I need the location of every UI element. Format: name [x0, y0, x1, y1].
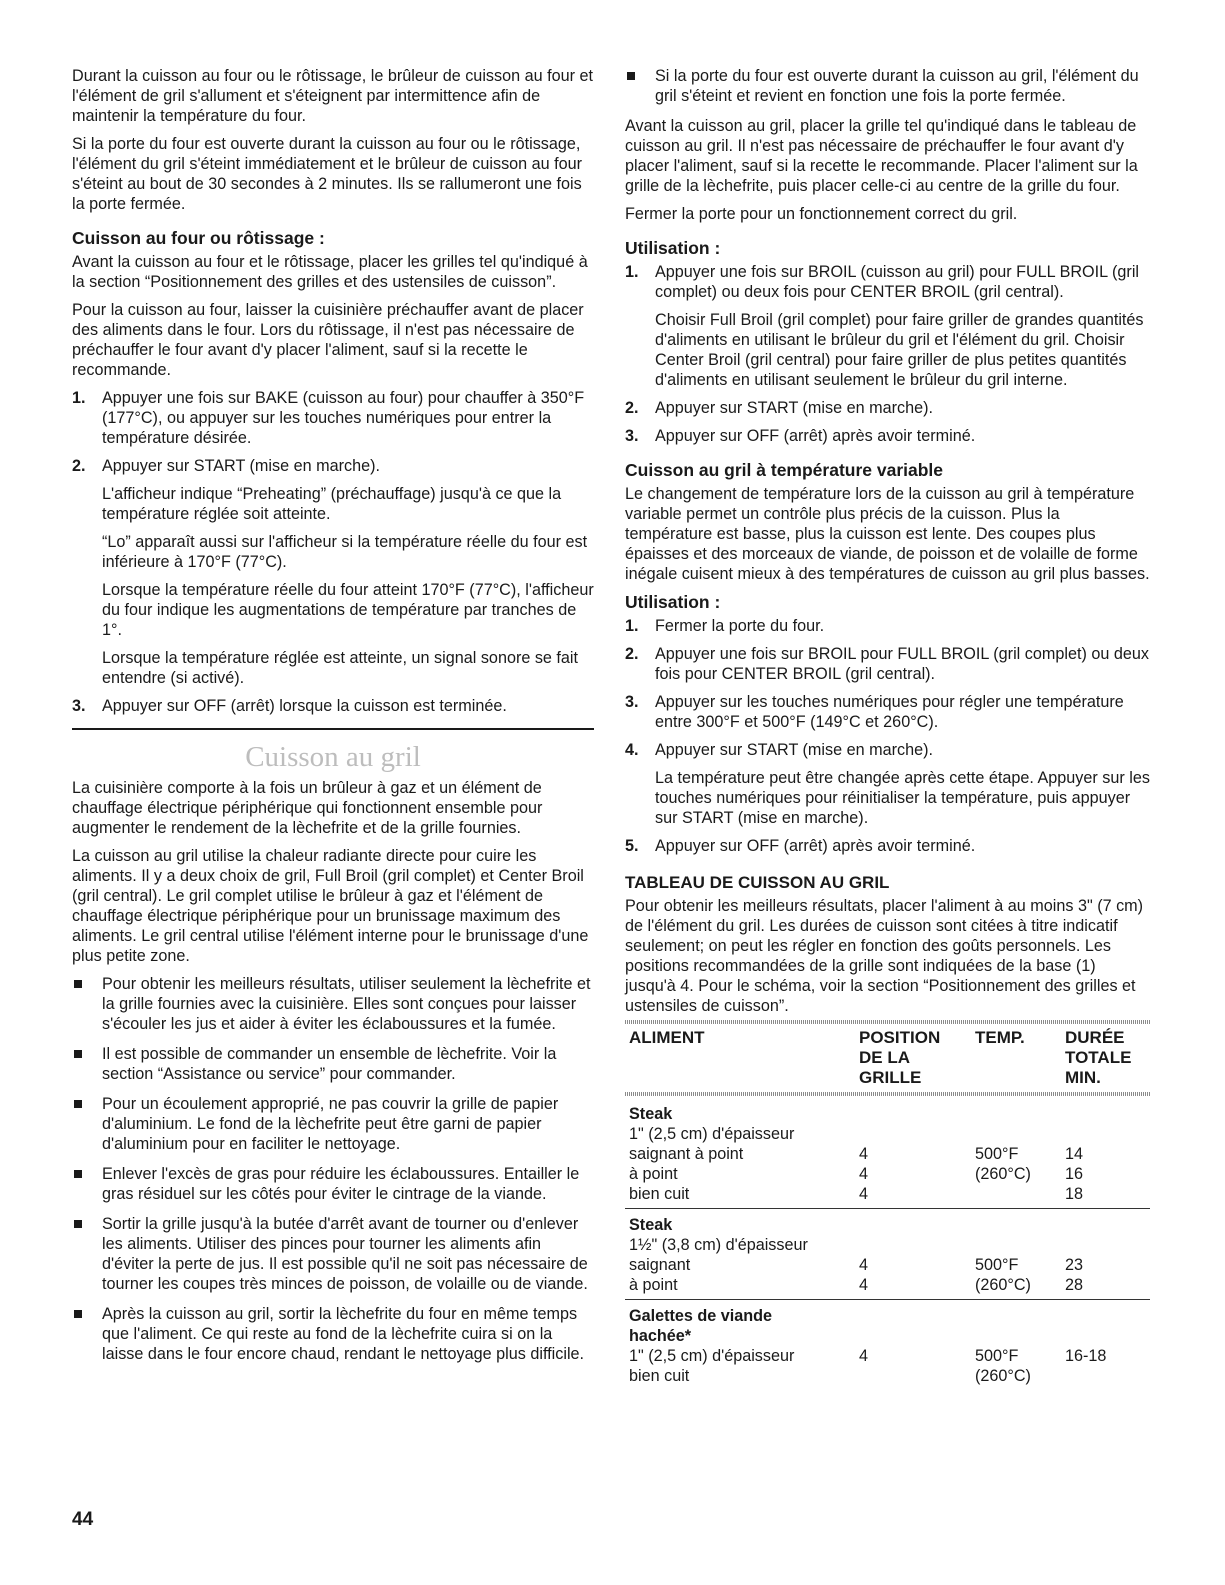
step-text: Appuyer sur START (mise en marche). [655, 741, 933, 759]
step-number: 1. [72, 389, 86, 407]
bake-paragraph-2: Pour la cuisson au four, laisser la cuisinière préchauffer avant de placer des aliments dans le four. Lors du rôtissage, il n'est pas nécessaire de préchauffer le four avant d'y placer l'aliment, sauf si la recette le recommande. [72, 301, 584, 379]
step-note: L'afficheur indique “Preheating” (préchauffage) jusqu'à ce que la température réglée soit atteinte. [102, 485, 562, 523]
broil-paragraph-2: La cuisson au gril utilise la chaleur radiante directe pour cuire les aliments. Il y a deux choix de gril, Full Broil (gril complet) et Center Broil (gril central). Le gril complet utilise le brûleur à gaz et l'élément de chauffage électrique périphérique pour un brunissage maximum des aliments. Le gril central utilise l'élément interne pour le brunissage d'une plus petite zone. [72, 847, 589, 965]
section-divider [72, 728, 594, 730]
header-time: DURÉE TOTALE MIN. [1065, 1028, 1132, 1087]
section-title: Cuisson au gril [245, 741, 421, 773]
table-row: à point 4 (260°C) 16 [629, 1165, 1084, 1183]
bake-step [72, 388, 594, 448]
table-row [625, 1098, 1150, 1144]
variable-temp-heading: Cuisson au gril à température variable [625, 460, 944, 480]
bake-heading: Cuisson au four ou rôtissage : [72, 228, 325, 248]
broil-setup-paragraph: Avant la cuisson au gril, placer la grille tel qu'indiqué dans le tableau de cuisson au gril. Il n'est pas nécessaire de préchauffer le four avant d'y placer l'aliment, sauf si la recette le recommande. Placer l'aliment sur la grille de la lèchefrite, puis placer celle-ci au centre de la grille du four. [625, 117, 1138, 195]
food-group-name: Steak [629, 1216, 673, 1234]
step-number: 2. [625, 399, 639, 417]
broil-step [625, 262, 1150, 390]
step-note: La température peut être changée après cette étape. Appuyer sur les touches numériques pour réinitialiser la température, puis appuyer sur START (mise en marche). [655, 769, 1150, 827]
food-group-name: hachée* [629, 1327, 692, 1345]
step-number: 3. [72, 697, 86, 715]
bake-step [72, 456, 594, 688]
intro-paragraph-1: Durant la cuisson au four ou le rôtissage, le brûleur de cuisson au four et l'élément de gril s'allument et s'éteignent par intermittence afin de maintenir la température du four. [72, 67, 593, 125]
broil-step [625, 616, 1150, 636]
broil-step [625, 692, 1150, 732]
list-item: Enlever l'excès de gras pour réduire les éclaboussures. Entailler le gras résiduel sur les côtés pour éviter le cintrage de la viande. [72, 1164, 594, 1204]
table-row: bien cuit 4 18 [629, 1185, 1084, 1203]
step-number: 1. [625, 263, 639, 281]
intro-paragraph-2: Si la porte du four est ouverte durant la cuisson au four ou le rôtissage, l'élément du gril s'éteint immédiatement et le brûleur de cuisson au four s'éteint au bout de 30 secondes à 2 minutes. Ils se rallumeront une fois la porte fermée. [72, 135, 583, 213]
broil-step [625, 836, 1150, 856]
step-text: Appuyer sur OFF (arrêt) lorsque la cuisson est terminée. [102, 697, 507, 715]
use-heading-2: Utilisation : [625, 592, 721, 612]
table-row [625, 1209, 1150, 1256]
list-item: Sortir la grille jusqu'à la butée d'arrêt avant de tourner ou d'enlever les aliments. Utiliser des pinces pour tourner les aliments afin d'éviter la perte de jus. Il est possible qu'il ne soit pas nécessaire de tourner les coupes très minces de poisson, de volaille ou de viande. [72, 1214, 594, 1294]
variable-broil-steps [625, 616, 1150, 856]
step-note: Choisir Full Broil (gril complet) pour faire griller de grandes quantités d'aliments en utilisant le brûleur du gril et l'élément du gril. Choisir Center Broil (gril central) pour faire griller de plus petites quantités d'aliments en utilisant seulement le brûleur du gril interne. [655, 311, 1144, 389]
step-number: 2. [625, 645, 639, 663]
step-number: 2. [72, 457, 86, 475]
bake-paragraph-1: Avant la cuisson au four et le rôtissage, placer les grilles tel qu'indiqué à la section “Positionnement des grilles et des ustensiles de cuisson”. [72, 253, 588, 291]
broil-step [625, 740, 1150, 828]
food-thickness: 1½" (3,8 cm) d'épaisseur [629, 1236, 808, 1254]
table-top-rule [625, 1020, 1150, 1024]
broil-step [625, 398, 1150, 418]
table-row [625, 1300, 1150, 1347]
food-thickness: 1" (2,5 cm) d'épaisseur [629, 1125, 795, 1143]
list-item: Pour obtenir les meilleurs résultats, utiliser seulement la lèchefrite et la grille fournies avec la cuisinière. Elles sont conçues pour laisser s'écouler les jus et aider à éviter les éclaboussures et la fumée. [72, 974, 594, 1034]
step-number: 3. [625, 427, 639, 445]
broil-table-body [625, 1098, 1150, 1386]
table-header-rule [625, 1092, 1150, 1096]
step-text: Appuyer une fois sur BROIL (cuisson au gril) pour FULL BROIL (gril complet) ou deux fois pour CENTER BROIL (gril central). [655, 263, 1140, 301]
header-food: ALIMENT [629, 1028, 705, 1047]
header-temp: TEMP. [975, 1028, 1025, 1047]
step-text: Appuyer sur START (mise en marche). [102, 457, 380, 475]
step-number: 1. [625, 617, 639, 635]
list-item: Il est possible de commander un ensemble de lèchefrite. Voir la section “Assistance ou service” pour commander. [72, 1044, 594, 1084]
right-column [625, 66, 1150, 1386]
step-note: Lorsque la température réelle du four atteint 170°F (77°C), l'afficheur du four indique les augmentations de température par tranches de 1°. [102, 581, 594, 639]
broil-steps [625, 262, 1150, 446]
step-text: Appuyer une fois sur BAKE (cuisson au four) pour chauffer à 350°F (177°C), ou appuyer sur les touches numériques pour entrer la température désirée. [102, 389, 585, 447]
table-header-row [625, 1026, 1150, 1090]
step-note: “Lo” apparaît aussi sur l'afficheur si la température réelle du four est inférieure à 170°F (77°C). [102, 533, 588, 571]
broil-table [625, 1026, 1150, 1090]
step-text: Appuyer sur OFF (arrêt) après avoir terminé. [655, 427, 976, 445]
step-number: 4. [625, 741, 639, 759]
list-item: Après la cuisson au gril, sortir la lèchefrite du four en même temps que l'aliment. Ce qui reste au fond de la lèchefrite cuira si on la laisse dans le four encore chaud, rendant le nettoyage plus difficile. [72, 1304, 594, 1364]
header-position: POSITION DE LA GRILLE [859, 1028, 941, 1087]
table-row: saignant à point 4 500°F 14 [629, 1145, 1084, 1163]
door-paragraph: Fermer la porte pour un fonctionnement correct du gril. [625, 205, 1018, 223]
table-intro: Pour obtenir les meilleurs résultats, placer l'aliment à au moins 3" (7 cm) de l'élément du gril. Les durées de cuisson sont citées à titre indicatif seulement; on peut les régler en fonction des goûts personnels. Les positions recommandées de la grille sont indiquées de la base (1) jusqu'à 4. Pour le schéma, voir la section “Positionnement des grilles et ustensiles de cuisson”. [625, 897, 1144, 1015]
bake-step [72, 696, 594, 716]
broil-tips-list [72, 974, 594, 1364]
table-row: bien cuit (260°C) [629, 1367, 1031, 1385]
step-text: Appuyer sur OFF (arrêt) après avoir terminé. [655, 837, 976, 855]
door-note-list [625, 66, 1150, 106]
step-number: 3. [625, 693, 639, 711]
broil-paragraph-1: La cuisinière comporte à la fois un brûleur à gaz et un élément de chauffage électrique périphérique qui fonctionnent ensemble pour augmenter le rendement de la lèchefrite et de la grille fournies. [72, 779, 543, 837]
step-text: Appuyer sur les touches numériques pour régler une température entre 300°F et 500°F (149°C et 260°C). [655, 693, 1124, 731]
step-note: Lorsque la température réglée est atteinte, un signal sonore se fait entendre (si activé). [102, 649, 579, 687]
broil-step [625, 426, 1150, 446]
step-text: Appuyer sur START (mise en marche). [655, 399, 933, 417]
food-group-name: Galettes de viande [629, 1307, 773, 1325]
step-text: Fermer la porte du four. [655, 617, 825, 635]
table-row: à point 4 (260°C) 28 [629, 1276, 1084, 1294]
step-text: Appuyer une fois sur BROIL pour FULL BROIL (gril complet) ou deux fois pour CENTER BROIL (gril central). [655, 645, 1149, 683]
variable-temp-paragraph: Le changement de température lors de la cuisson au gril à température variable permet un contrôle plus précis de la cuisson. Plus la température est basse, plus la cuisson est lente. Des coupes plus épaisses et des morceaux de viande, de poisson et de volaille de forme inégale cuisent mieux à des températures de cuisson au gril plus basses. [625, 485, 1150, 583]
list-item: Pour un écoulement approprié, ne pas couvrir la grille de papier d'aluminium. Le fond de la lèchefrite peut être garni de papier d'aluminium pour en faciliter le nettoyage. [72, 1094, 594, 1154]
table-heading: TABLEAU DE CUISSON AU GRIL [625, 873, 890, 892]
left-column [72, 66, 594, 1374]
broil-step [625, 644, 1150, 684]
page-number: 44 [72, 1509, 94, 1530]
step-number: 5. [625, 837, 639, 855]
table-row: saignant 4 500°F 23 [629, 1256, 1084, 1274]
list-item: Si la porte du four est ouverte durant la cuisson au gril, l'élément du gril s'éteint et revient en fonction une fois la porte fermée. [625, 66, 1150, 106]
food-group-name: Steak [629, 1105, 673, 1123]
table-row: 1" (2,5 cm) d'épaisseur 4 500°F 16-18 [629, 1347, 1107, 1365]
bake-steps [72, 388, 594, 716]
use-heading: Utilisation : [625, 238, 721, 258]
